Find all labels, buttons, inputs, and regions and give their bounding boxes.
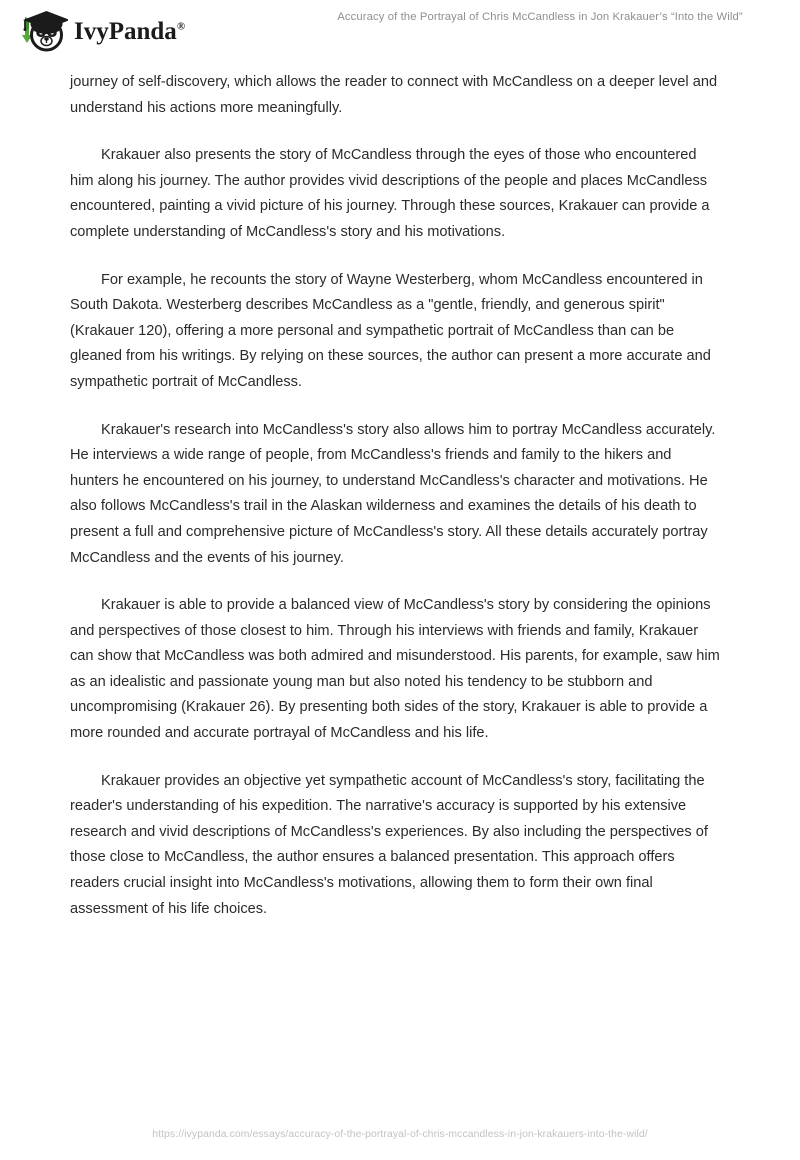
brand-name (74, 19, 185, 44)
paragraph: For example, he recounts the story of Wayne Westerberg, whom McCandless encountered in South Dakota. Westerberg describes McCandless as a "gentle, friendly, and generous spirit" (Krakauer 120), offering a more personal and sympathetic portrait of McCandless than can be gleaned from his writings. By relying on these sources, the author can present a more accurate and sympathetic portrait of McCandless. (70, 271, 711, 390)
paragraph: Krakauer also presents the story of McCandless through the eyes of those who encountered him along his journey. The author provides vivid descriptions of the people and places McCandless encountered, painting a vivid picture of his journey. Through these sources, Krakauer can provide a complete understanding of McCandless's story and his motivations. (70, 147, 710, 240)
brand-name-text: IvyPanda (74, 17, 177, 45)
source-url-link[interactable]: https://ivypanda.com/essays/accuracy-of-the-portrayal-of-chris-mccandless-in-jon-krakauers-into-the-wild/ (152, 1129, 648, 1140)
page-footer (0, 1124, 800, 1142)
document-header-title: Accuracy of the Portrayal of Chris McCandless in Jon Krakauer’s “Into the Wild” (337, 11, 743, 23)
page-header (0, 0, 800, 58)
paragraph: journey of self-discovery, which allows the reader to connect with McCandless on a deeper level and understand his actions more meaningfully. (70, 74, 718, 116)
panda-graduation-cap-logo-icon (18, 7, 68, 53)
paragraph: Krakauer's research into McCandless's story also allows him to portray McCandless accurately. He interviews a wide range of people, from McCandless's friends and family to the hikers and hunters he encountered on his journey, to understand McCandless's character and motivations. He also follows McCandless's trail in the Alaskan wilderness and examines the details of his death to present a full and comprehensive picture of McCandless's story. All these details accurately portray McCandless and the events of his journey. (70, 421, 716, 566)
paragraph: Krakauer provides an objective yet sympathetic account of McCandless's story, facilitating the reader's understanding of his expedition. The narrative's accuracy is supported by his extensive research and vivid descriptions of McCandless's experiences. By also including the perspectives of those close to McCandless, the author ensures a balanced presentation. This approach offers readers crucial insight into McCandless's motivations, allowing them to form their own final assessment of his life choices. (70, 772, 708, 917)
registered-trademark-icon: ® (176, 20, 186, 33)
brand-logo[interactable] (18, 7, 185, 53)
document-body (70, 70, 722, 944)
paragraph: Krakauer is able to provide a balanced view of McCandless's story by considering the opinions and perspectives of those closest to him. Through his interviews with friends and family, Krakauer can show that McCandless was both admired and misunderstood. His parents, for example, saw him as an idealistic and passionate young man but also noted his tendency to be stubborn and uncompromising (Krakauer 26). By presenting both sides of the story, Krakauer is able to provide a more rounded and accurate portrayal of McCandless and his life. (70, 597, 720, 742)
